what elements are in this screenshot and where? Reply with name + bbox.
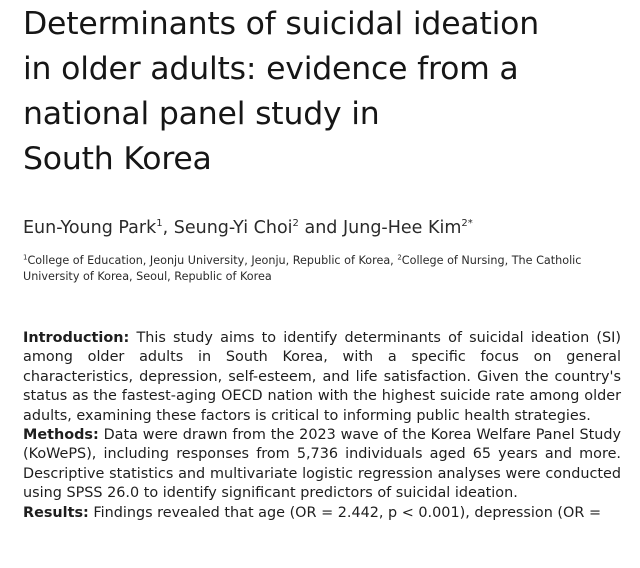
abstract-methods bbox=[23, 426, 621, 504]
section-text: Data were drawn from the 2023 wave of the Korea Welfare Panel Study (KoWePS), including responses from 5,736 individuals aged 65 years and more. Descriptive statistics and multivariate logistic regression analyses were conducted using SPSS 26.0 to identify significant predictors of suicidal ideation. bbox=[23, 427, 621, 502]
author-name[interactable]: Eun-Young Park bbox=[23, 218, 157, 238]
affiliations bbox=[23, 253, 615, 285]
abstract bbox=[23, 329, 621, 523]
author-affiliation-mark: 2* bbox=[461, 218, 473, 230]
title-line: in older adults: evidence from a bbox=[23, 51, 519, 87]
abstract-results bbox=[23, 504, 621, 523]
affiliation-mark: 1 bbox=[23, 253, 28, 262]
section-heading: Results: bbox=[23, 504, 89, 521]
section-text: Findings revealed that age (OR = 2.442, p < 0.001), depression (OR = bbox=[93, 504, 602, 521]
affiliation-mark: 2 bbox=[397, 253, 402, 262]
author-separator: and bbox=[298, 218, 343, 238]
author-name[interactable]: Seung-Yi Choi bbox=[173, 218, 293, 238]
section-text: This study aims to identify determinants of suicidal ideation (SI) among older adults in South Korea, with a specific focus on general characteristics, depression, self-esteem, and life satisfaction. Given the country's status as the fastest-aging OECD nation with the highest suicide rate among older adults, examining these factors is critical to informing public health strategies. bbox=[23, 330, 621, 424]
abstract-introduction bbox=[23, 329, 621, 426]
title-line: national panel study in bbox=[23, 96, 380, 132]
affiliation-text: College of Education, Jeonju University, Jeonju, Republic of Korea, bbox=[27, 254, 398, 267]
author-name[interactable]: Jung-Hee Kim bbox=[342, 218, 462, 238]
author-list bbox=[23, 216, 623, 240]
author-affiliation-mark: 1 bbox=[156, 218, 163, 230]
affiliation-text: College of Nursing, The Catholic University of Korea, Seoul, Republic of Korea bbox=[23, 254, 582, 283]
section-heading: Introduction: bbox=[23, 330, 130, 346]
author-affiliation-mark: 2 bbox=[292, 218, 299, 230]
title-line: Determinants of suicidal ideation bbox=[23, 6, 540, 42]
title-line: South Korea bbox=[23, 141, 212, 177]
article-title bbox=[23, 2, 623, 182]
section-heading: Methods: bbox=[23, 427, 99, 444]
author-separator: , bbox=[162, 218, 174, 238]
